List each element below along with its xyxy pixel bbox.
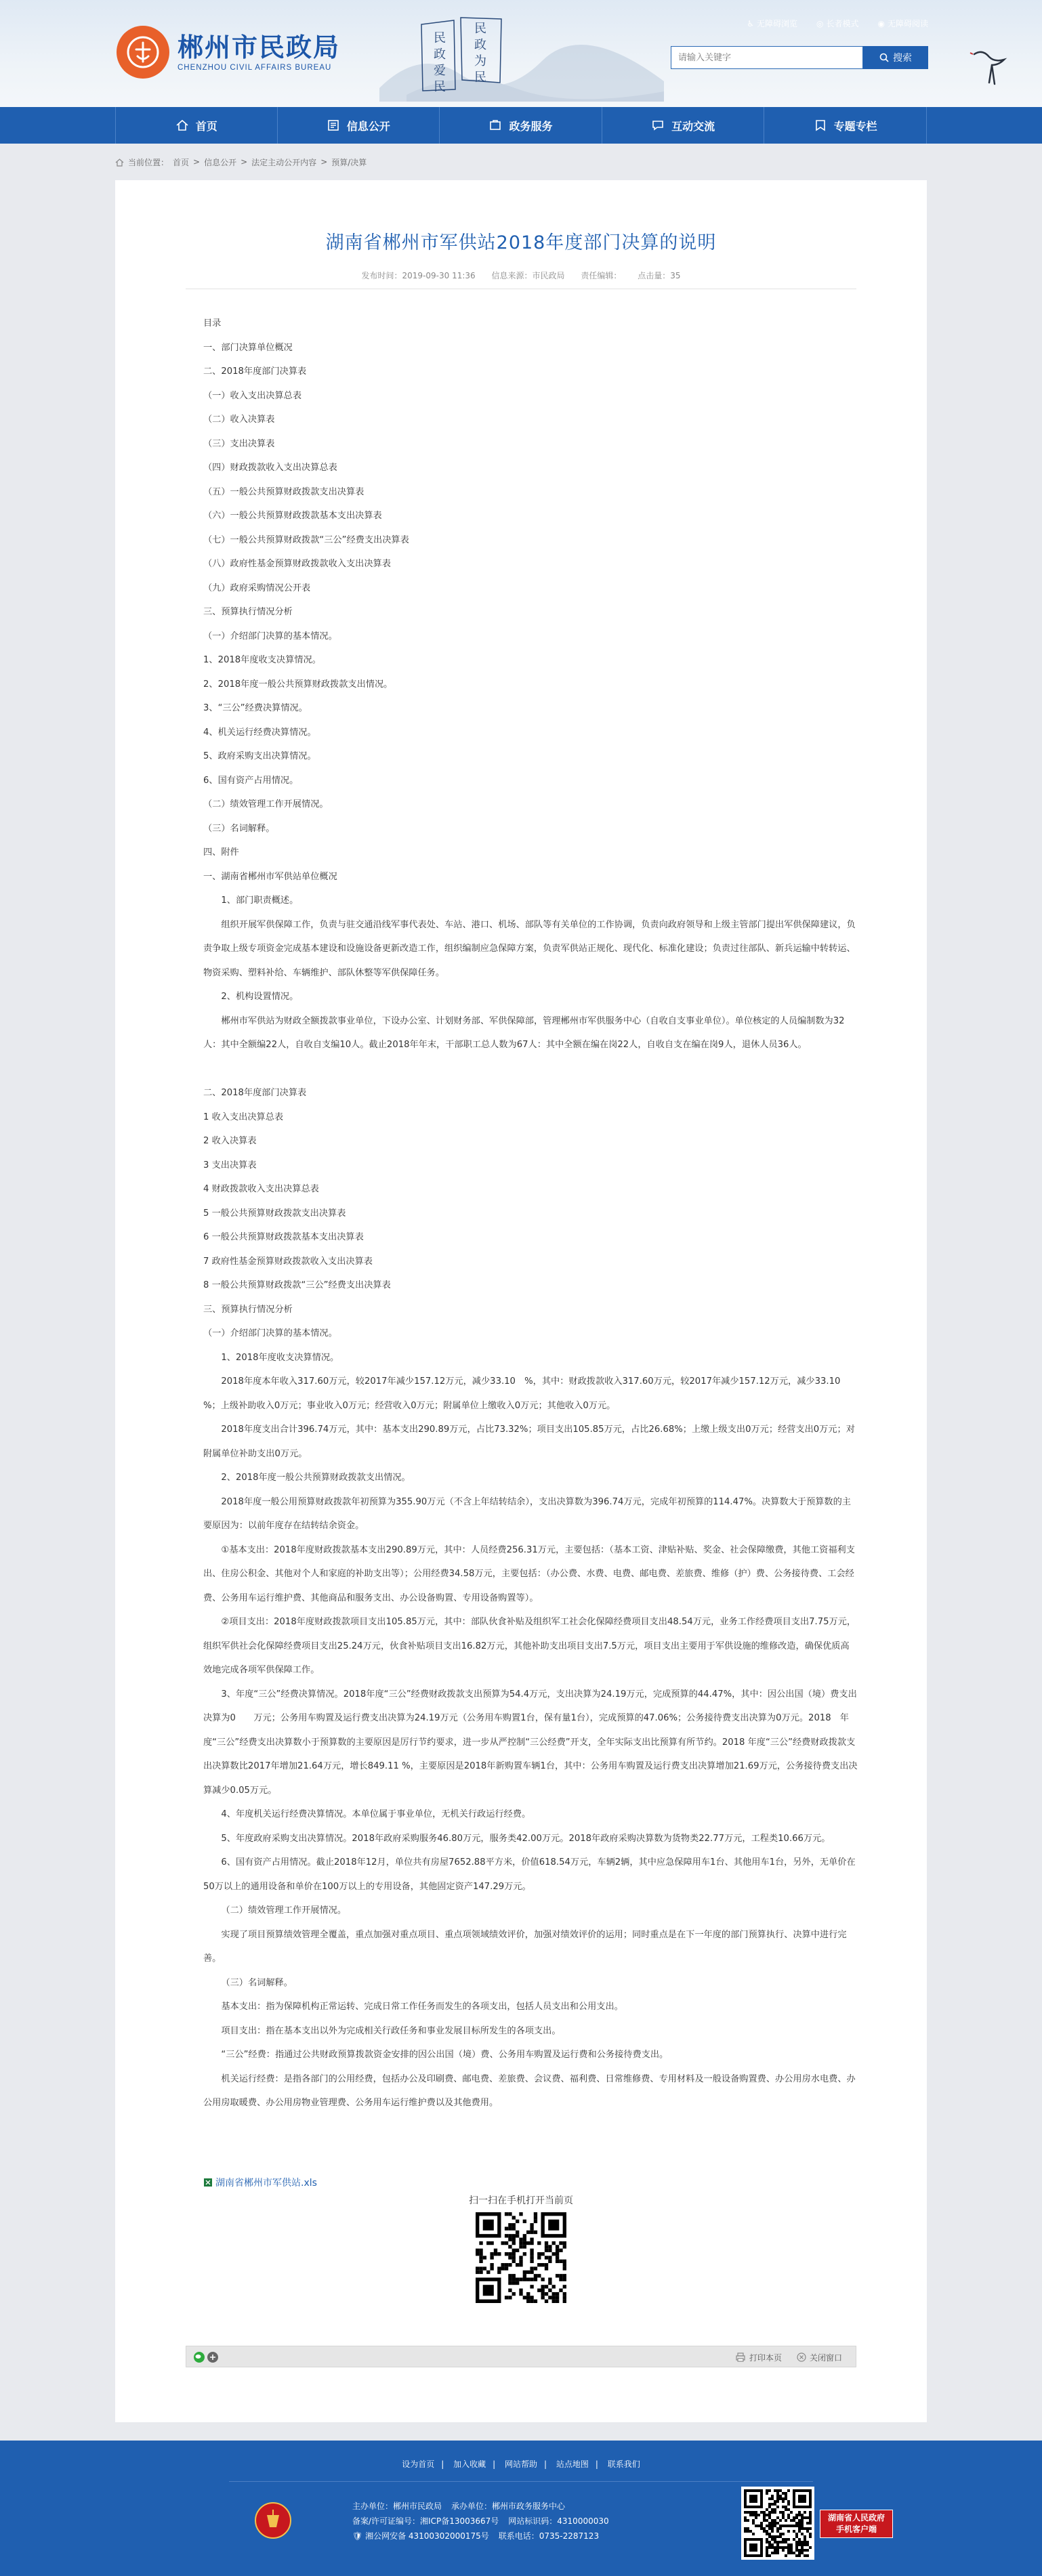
qr-label: 扫一扫在手机打开当前页	[469, 2195, 573, 2206]
article-paragraph: 项目支出：指在基本支出以外为完成相关行政任务和事业发展目标所发生的各项支出。	[221, 2025, 561, 2036]
site-footer	[0, 2441, 1042, 2576]
info-source: 信息来源：市民政局	[491, 271, 565, 280]
article-paragraph: 3、“三公”经费决算情况。	[203, 703, 308, 713]
article-paragraph: （一）介绍部门决算的基本情况。	[203, 1328, 337, 1338]
article-paragraph: 2、2018年度一般公共预算财政拨款支出情况。	[221, 1473, 411, 1483]
footer-link-contact[interactable]: 联系我们	[607, 2459, 640, 2469]
article-paragraph: 四、附件	[203, 847, 239, 858]
article-paragraph: 5、年度政府采购支出决算情况。2018年政府采购服务46.80万元，服务类42.00万元。2018年政府采购决算数为货物类22.77万元，工程类10.66万元。	[221, 1833, 831, 1844]
article-paragraph: 5 一般公共预算财政拨款支出决算表	[203, 1208, 346, 1219]
breadcrumb-info[interactable]: 信息公开	[204, 157, 237, 167]
article-paragraph: （三）名词解释。	[203, 823, 275, 834]
chat-icon	[651, 119, 665, 132]
mobile-app-link[interactable]: 湖南省人民政府 手机客户端	[820, 2510, 893, 2538]
article-paragraph: （一）介绍部门决算的基本情况。	[203, 631, 337, 641]
party-gov-emblem-icon[interactable]	[253, 2500, 293, 2541]
footer-phone: 联系电话：0735-2287123	[498, 2531, 600, 2541]
slogan-seal	[415, 15, 508, 96]
article-paragraph: 1 收入支出决算总表	[203, 1112, 284, 1122]
article-paragraph: 基本支出：指为保障机构正常运转、完成日常工作任务而发生的各项支出，包括人员支出和公用支出。	[221, 2002, 623, 2012]
footer-link-sitemap[interactable]: 站点地图	[556, 2459, 589, 2469]
search-icon	[879, 53, 889, 62]
article-paragraph: （二）绩效管理工作开展情况。	[203, 799, 329, 809]
article-paragraph: 2 收入决算表	[203, 1136, 257, 1146]
article-paragraph: 1、2018年度收支决算情况。	[203, 655, 321, 665]
article-paragraph: 郴州市军供站为财政全额拨款事业单位，下设办公室、计划财务部、军供保障部，管理郴州市军供服务中心（自收自支事业单位）。单位核定的人员编制数为32人：其中全额编22人，自收自支编10人。截止2018年年末，干部职工总人数为67人：其中全额在编在岗22人，自收自支在编在岗9人，退休人员36人。	[203, 1015, 845, 1050]
article-paragraph: 2018年度支出合计396.74万元，其中：基本支出290.89万元，占比73.32%；项目支出105.85万元，占比26.68%；上缴上级支出0万元；经营支出0万元；对附属单位补助支出0万元。	[203, 1424, 855, 1459]
home-icon	[115, 158, 124, 167]
breadcrumb: 当前位置： 首页 > 信息公开 > 法定主动公开内容 > 预算/决算	[115, 153, 928, 171]
article-paragraph: （五）一般公共预算财政拨款支出决算表	[203, 486, 364, 497]
breadcrumb-budget[interactable]: 预算/决算	[331, 157, 367, 167]
top-links	[747, 18, 928, 29]
article-paragraph: （三）名词解释。	[221, 1977, 293, 1988]
close-window-button[interactable]: 关闭窗口	[797, 2352, 842, 2363]
article-paragraph: 3 支出决算表	[203, 1160, 257, 1170]
article-paragraph: 三、预算执行情况分析	[203, 1304, 293, 1315]
article-paragraph: 6、国有资产占用情况。截止2018年12月，单位共有房屋7652.88平方米，价值618.54万元，车辆2辆，其中应急保障用车1台、其他用车1台，另外，无单价在50万以上的通用设备和单价在100万以上的专用设备，其他固定资产147.29万元。	[203, 1857, 856, 1892]
slogan-col-1: 民政为民	[472, 22, 486, 87]
home-icon	[175, 119, 189, 132]
article-paragraph: （九）政府采购情况公开表	[203, 583, 311, 593]
article-paragraph: 2018年度一般公用预算财政拨款年初预算为355.90万元（不含上年结转结余），支出决算数为396.74万元，完成年初预算的114.47%。决算数大于预算数的主要原因为：以前年度存在结转结余资金。	[203, 1496, 851, 1531]
footer-organizer: 承办单位：郴州市政务服务中心	[451, 2501, 566, 2511]
service-icon	[488, 119, 502, 132]
article-paragraph: 4 财政拨款收入支出决算总表	[203, 1184, 319, 1194]
breadcrumb-statutory[interactable]: 法定主动公开内容	[251, 157, 317, 167]
info-icon	[327, 119, 340, 132]
article-paragraph: 6、国有资产占用情况。	[203, 775, 299, 786]
article-paragraph: （六）一般公共预算财政拨款基本支出决算表	[203, 511, 382, 521]
article-paragraph: 二、2018年度部门决算表	[203, 366, 307, 377]
page-qr-code	[476, 2212, 566, 2303]
slogan-col-2: 民政爱民	[432, 31, 446, 96]
search-input[interactable]	[671, 46, 863, 69]
main-nav	[0, 107, 1042, 144]
police-badge-icon: 🛡	[352, 2531, 363, 2541]
footer-qr-code	[741, 2487, 814, 2560]
elder-icon: ◎	[816, 18, 824, 28]
article-paragraph: （二）绩效管理工作开展情况。	[221, 1905, 347, 1916]
article-paragraph: 一、湖南省郴州市军供站单位概况	[203, 871, 337, 882]
more-share-icon[interactable]	[207, 2351, 219, 2363]
article-paragraph: 1、2018年度收支决算情况。	[221, 1352, 339, 1363]
nav-interaction[interactable]: 互动交流	[602, 107, 765, 144]
site-subtitle: CHENZHOU CIVIL AFFAIRS BUREAU	[178, 64, 332, 72]
article-paragraph: （七）一般公共预算财政拨款“三公”经费支出决算表	[203, 534, 409, 545]
close-icon	[797, 2352, 806, 2362]
breadcrumb-home[interactable]: 首页	[173, 157, 190, 167]
article-paragraph: 5、政府采购支出决算情况。	[203, 751, 316, 761]
footer-host: 主办单位：郴州市民政局	[352, 2501, 442, 2511]
article-paragraph: 4、机关运行经费决算情况。	[203, 727, 316, 738]
accessibility-link[interactable]: ♿ 无障碍浏览	[747, 18, 797, 28]
footer-icp[interactable]: 备案/许可证编号：湘ICP备13003667号	[352, 2516, 499, 2526]
article-paragraph: 目录	[203, 318, 222, 329]
article-paragraph: 8 一般公共预算财政拨款“三公”经费支出决算表	[203, 1280, 391, 1290]
nav-info-disclosure[interactable]: 信息公开	[278, 107, 440, 144]
article-paragraph: 2、机构设置情况。	[221, 992, 299, 1002]
article-meta	[115, 270, 927, 281]
article-paragraph: 一、部门决算单位概况	[203, 342, 293, 353]
article-paragraph: 三、预算执行情况分析	[203, 607, 293, 617]
site-logo[interactable]	[117, 26, 340, 79]
nav-home[interactable]: 首页	[115, 107, 278, 144]
article-panel	[115, 180, 927, 2422]
elder-mode-link[interactable]: ◎ 长者模式	[816, 18, 859, 28]
article-body	[203, 312, 858, 2115]
article-paragraph: “三公”经费：指通过公共财政预算拨款资金安排的因公出国（境）费、公务用车购置及运行费和公务接待费支出。	[221, 2050, 669, 2060]
reading-icon: ◉	[877, 18, 885, 28]
footer-link-help[interactable]: 网站帮助	[504, 2459, 537, 2469]
site-header	[0, 0, 1042, 107]
article-paragraph: 4、年度机关运行经费决算情况。本单位属于事业单位，无机关行政运行经费。	[221, 1809, 531, 1819]
footer-divider	[229, 2481, 813, 2482]
editor: 责任编辑：	[581, 271, 622, 280]
article-paragraph: （三）支出决算表	[203, 438, 275, 449]
article-paragraph: （一）收入支出决算总表	[203, 390, 302, 401]
topic-icon	[814, 119, 827, 132]
article-paragraph: （二）收入决算表	[203, 415, 275, 425]
share-icons	[193, 2351, 219, 2363]
search-button[interactable]: 搜索	[863, 46, 928, 69]
article-paragraph: 2018年度本年收入317.60万元，较2017年减少157.12万元，减少33.10 %，其中：财政拨款收入317.60万元，较2017年减少157.12万元，减少33.10 %；上级补助收入0万元；事业收入0万元；经营收入0万元；附属单位上缴收入0万元；其他收入0万元。	[203, 1376, 841, 1411]
attachment-link[interactable]: 湖南省郴州市军供站.xls	[203, 2176, 317, 2189]
footer-site-code: 网站标识码：4310000030	[508, 2516, 609, 2526]
crane-bird-decoration	[969, 42, 1009, 89]
printer-icon	[735, 2352, 746, 2362]
article-toolbar	[186, 2346, 856, 2367]
site-title: 郴州市民政局	[178, 33, 341, 62]
footer-link-homepage[interactable]: 设为首页	[402, 2459, 435, 2469]
article-paragraph: 二、2018年度部门决算表	[203, 1088, 307, 1098]
accessible-reading-link[interactable]: ◉ 无障碍阅读	[877, 18, 928, 28]
footer-police[interactable]: 🛡 湘公网安备 43100302000175号	[352, 2531, 489, 2541]
article-paragraph: （八）政府性基金预算财政拨款收入支出决算表	[203, 559, 391, 569]
article-paragraph: 实现了项目预算绩效管理全覆盖，重点加强对重点项目、重点项领域绩效评价，加强对绩效评价的运用；同时重点是在下一年度的部门预算执行、决算中进行完善。	[203, 1929, 847, 1964]
excel-file-icon	[203, 2178, 213, 2187]
page-title: 湖南省郴州市军供站2018年度部门决算的说明	[325, 232, 717, 253]
article-paragraph: 2、2018年度一般公共预算财政拨款支出情况。	[203, 679, 393, 690]
publish-time: 发布时间：2019-09-30 11:36	[361, 271, 476, 280]
article-paragraph: 机关运行经费：是指各部门的公用经费，包括办公及印刷费、邮电费、差旅费、会议费、福利费、日常维修费、专用材料及一般设备购置费、办公用房水电费、办公用房取暖费、办公用房物业管理费、公务用车运行维护费以及其他费用。	[203, 2073, 856, 2108]
article-paragraph: 1、部门职责概述。	[221, 895, 299, 906]
nav-topics[interactable]: 专题专栏	[764, 107, 927, 144]
article-paragraph: ①基本支出：2018年度财政拨款基本支出290.89万元，其中：人员经费256.31万元，主要包括：（基本工资、津贴补贴、奖金、社会保障缴费，其他工资福利支出、住房公积金、其他对个人和家庭的补助支出等）；公用经费34.58万元，主要包括：（办公费、水费、电费、邮电费、差旅费、维修（护）费、公务接待费、工会经费、公务用车运行维护费、其他商品和服务支出、办公设备购置、专用设备购置等）。	[203, 1544, 855, 1603]
footer-links: 设为首页 | 加入收藏 | 网站帮助 | 站点地图 | 联系我们	[402, 2459, 640, 2469]
article-paragraph: 3、年度“三公”经费决算情况。2018年度“三公”经费财政拨款支出预算为54.4万元，支出决算为24.19万元，完成预算的44.47%，其中：因公出国（境）费支出决算为0 万元；公务用车购置及运行费支出决算为24.19万元（公务用车购置1台，保有量1台），完成预算的47.06%；公务接待费支出决算为0万元。2018 年度“三公”经费支出决算数小于预算数的主要原因是厉行节约要求，进一步从严控制“三公经费”开支，全年实际支出比预算有所节约。2018 年度“三公”经费财政拨款支出决算数比2017年增加21.64万元，增长849.11 %，主要原因是2018年新购置车辆1台，其中：公务用车购置及运行费支出决算增加21.69万元，公务接待费支出决算减少0.05万元。	[203, 1689, 858, 1796]
article-paragraph: 组织开展军供保障工作，负责与驻交通沿线军事代表处、车站、港口、机场、部队等有关单位的工作协调，负责向政府领导和上级主管部门提出军供保障建议，负责争取上级专项资金完成基本建设和设施设备更新改造工作，组织编制应急保障方案，负责军供站正规化、现代化、标准化建设；负责过往部队、新兵运输中转转运、物资采购、塑料补给、车辆维护、部队休整等军供保障任务。	[203, 919, 856, 978]
footer-info	[352, 2499, 691, 2543]
wechat-share-icon[interactable]	[193, 2351, 205, 2363]
article-paragraph: （四）财政拨款收入支出决算总表	[203, 463, 337, 473]
blank-line	[203, 1057, 858, 1082]
article-paragraph: 7 政府性基金预算财政拨款收入支出决算表	[203, 1256, 373, 1267]
print-button[interactable]: 打印本页	[735, 2352, 782, 2363]
footer-link-favorite[interactable]: 加入收藏	[453, 2459, 486, 2469]
article-paragraph: ②项目支出：2018年度财政拨款项目支出105.85万元，其中：部队伙食补贴及组织军工社会化保障经费项目支出48.54万元，业务工作经费项目支出7.75万元，组织军供社会化保障经费项目支出25.24万元，伙食补贴项目支出16.82万元，其他补助支出项目支出7.5万元，项目支出主要用于军供设施的维修改造，确保优质高效地完成各项军供保障工作。	[203, 1617, 856, 1675]
view-count: 点击量：35	[638, 271, 681, 280]
logo-emblem-icon	[117, 26, 169, 79]
accessibility-icon: ♿	[747, 18, 754, 28]
article-paragraph: 6 一般公共预算财政拨款基本支出决算表	[203, 1232, 364, 1242]
nav-gov-service[interactable]: 政务服务	[440, 107, 602, 144]
